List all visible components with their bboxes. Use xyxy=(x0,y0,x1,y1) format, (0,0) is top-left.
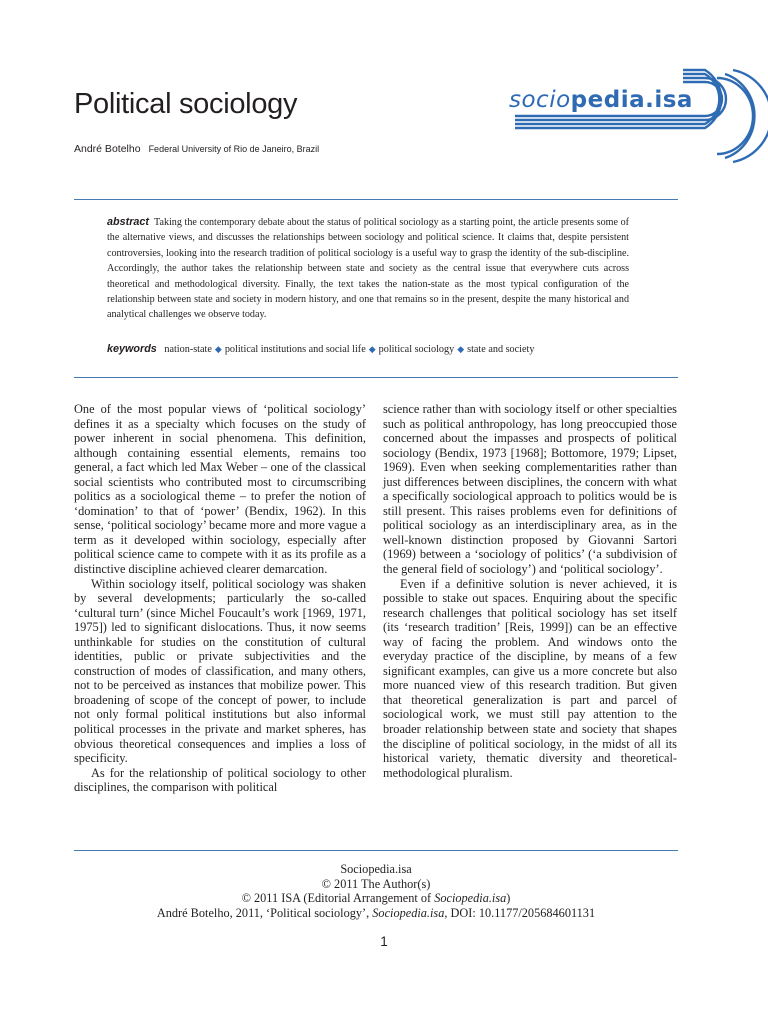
sociopedia-logo-arcs xyxy=(505,68,768,164)
page-number: 1 xyxy=(380,934,388,949)
diamond-icon: ◆ xyxy=(368,345,376,355)
abstract xyxy=(107,215,629,323)
article-title: Political sociology xyxy=(74,88,298,120)
abstract-label: abstract xyxy=(107,216,150,228)
abstract-text: Taking the contemporary debate about the status of political sociology as a starting point, the article presents some of the alternative views, and discusses the relationships between sociology and political science. It claims that, despite persistent controversies, looking into the research tradition of political sociology is a useful way to grasp the identity of the sub-discipline. Accordingly, the author takes the relationship between state and society as the central issue that everywhere cuts across theoretical and methodological diversity. Finally, the text takes the nation-state as the most typical configuration of the relationship between state and society in modern history, and one that remains so in the present, despite the many historical and analytical challenges we observe today. xyxy=(107,217,629,321)
keyword-item: political sociology xyxy=(378,344,455,355)
body-paragraph: science rather than with sociology itself or other specialties such as political anthropology, has long preoccupied those concerned about the impasses and prospects of political sociology (Bendix, 1973 [1968]; Bottomore, 1979; Lipset, 1969). Even when seeking complementarities rather than just differences between disciplines, the concern with what a specifically sociological approach to politics would be is still present. This raises problems even for definitions of political sociology as an interdisciplinary area, as in the well-known distinction proposed by Giovanni Sartori (1969) between a ‘sociology of politics’ (‘a subdivision of the general field of sociology’) and ‘political sociology’. xyxy=(383,402,677,577)
keyword-item: state and society xyxy=(467,344,535,355)
author-name: André Botelho xyxy=(74,143,141,155)
keywords-label: keywords xyxy=(107,343,157,355)
body-column-left xyxy=(74,402,366,795)
body-paragraph: As for the relationship of political sociology to other disciplines, the comparison with political xyxy=(74,765,366,795)
footer-journal: Sociopedia.isa xyxy=(340,862,412,876)
sociopedia-logo xyxy=(509,87,693,113)
body-paragraph: Within sociology itself, political sociology was shaken by several developments; particularly the so-called ‘cultural turn’ (since Michel Foucault’s work [1969, 1971, 1975]) led to significant dislocations. Thus, it now seems unthinkable for studies on the constitution of cultural identities, public or private subjectivities and the construction of modes of classification, and many others, not to be perceived as instances that mobilize power. This broadening of scope of the concept of power, to include not only formal political institutions but also informal political processes in the private and market spheres, has obvious theoretical consequences and implies a loss of specificity. xyxy=(74,576,366,766)
keywords xyxy=(107,343,667,355)
diamond-icon: ◆ xyxy=(214,345,222,355)
diamond-icon: ◆ xyxy=(457,345,465,355)
logo-text-pedia: pedia.isa xyxy=(570,87,693,113)
footer-copyright-isa: © 2011 ISA (Editorial Arrangement of Sociopedia.isa) xyxy=(241,891,511,905)
keyword-item: nation-state xyxy=(164,344,212,355)
keyword-item: political institutions and social life xyxy=(224,344,366,355)
logo-text-socio: socio xyxy=(509,87,571,113)
body-column-right xyxy=(383,402,677,780)
footer-citation: André Botelho, 2011, ‘Political sociology’, Sociopedia.isa, DOI: 10.1177/205684601131 xyxy=(156,905,596,920)
body-paragraph: Even if a definitive solution is never achieved, it is possible to stake out spaces. Enquiring about the specific research challenges that political sociology has set itself (its ‘research tradition’ [Reis, 1999]) can be an effective way of facing the problem. And windows onto the everyday practice of the discipline, by means of a few significant examples, can give us a more concrete but also more nuanced view of this research tradition. But given that theoretical generalization is part and parcel of sociological work, we must still pay attention to the broader relationship between state and society that shapes the discipline of political sociology, in the midst of all its historical variety, thematic diversity and theoretical-methodological pluralism. xyxy=(383,576,677,780)
abstract-bottom-divider xyxy=(74,377,678,378)
footer-copyright-author: © 2011 The Author(s) xyxy=(321,876,431,891)
byline xyxy=(74,143,319,155)
body-paragraph: One of the most popular views of ‘political sociology’ defines it as a specialty which focuses on the study of power inherent in social phenomena. This definition, although containing essential elements, remains too general, a fact which led Max Weber – one of the classical social scientists who contributed most to circumscribing politics as a sociological theme – to prefer the notion of ‘domination’ to that of ‘power’ (Bendix, 1962). In this sense, ‘political sociology’ became more and more vague a term as it developed within sociology, especially after political science came to compete with it as its profile as a distinctive discipline achieved clearer demarcation. xyxy=(74,402,366,577)
citation-footer xyxy=(74,862,678,920)
footer-divider xyxy=(74,850,678,851)
author-affiliation: Federal University of Rio de Janeiro, Brazil xyxy=(148,144,320,154)
top-divider xyxy=(74,199,678,200)
